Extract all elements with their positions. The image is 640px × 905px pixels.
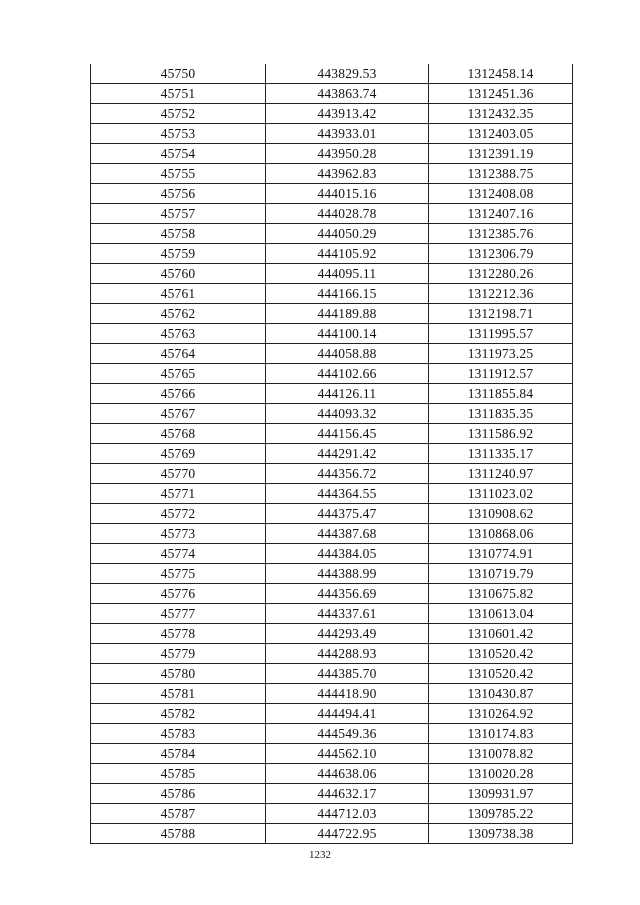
point-id-cell: 45786 xyxy=(91,784,266,804)
y-coordinate-cell: 1312280.26 xyxy=(429,264,573,284)
y-coordinate-cell: 1310264.92 xyxy=(429,704,573,724)
x-coordinate-cell: 443829.53 xyxy=(266,64,429,84)
y-coordinate-cell: 1311855.84 xyxy=(429,384,573,404)
point-id-cell: 45768 xyxy=(91,424,266,444)
y-coordinate-cell: 1310908.62 xyxy=(429,504,573,524)
table-row xyxy=(91,124,573,144)
point-id-cell: 45752 xyxy=(91,104,266,124)
table-row xyxy=(91,324,573,344)
x-coordinate-cell: 444156.45 xyxy=(266,424,429,444)
point-id-cell: 45780 xyxy=(91,664,266,684)
y-coordinate-cell: 1312432.35 xyxy=(429,104,573,124)
point-id-cell: 45762 xyxy=(91,304,266,324)
x-coordinate-cell: 444356.72 xyxy=(266,464,429,484)
y-coordinate-cell: 1310520.42 xyxy=(429,644,573,664)
point-id-cell: 45773 xyxy=(91,524,266,544)
point-id-cell: 45754 xyxy=(91,144,266,164)
x-coordinate-cell: 444385.70 xyxy=(266,664,429,684)
table-row xyxy=(91,684,573,704)
x-coordinate-cell: 444105.92 xyxy=(266,244,429,264)
y-coordinate-cell: 1311023.02 xyxy=(429,484,573,504)
y-coordinate-cell: 1311835.35 xyxy=(429,404,573,424)
table-row xyxy=(91,204,573,224)
y-coordinate-cell: 1312458.14 xyxy=(429,64,573,84)
y-coordinate-cell: 1310868.06 xyxy=(429,524,573,544)
x-coordinate-cell: 444093.32 xyxy=(266,404,429,424)
table-row xyxy=(91,484,573,504)
y-coordinate-cell: 1310774.91 xyxy=(429,544,573,564)
y-coordinate-cell: 1312385.76 xyxy=(429,224,573,244)
y-coordinate-cell: 1310613.04 xyxy=(429,604,573,624)
table-row xyxy=(91,144,573,164)
point-id-cell: 45785 xyxy=(91,764,266,784)
x-coordinate-cell: 444494.41 xyxy=(266,704,429,724)
y-coordinate-cell: 1310601.42 xyxy=(429,624,573,644)
point-id-cell: 45784 xyxy=(91,744,266,764)
x-coordinate-cell: 444418.90 xyxy=(266,684,429,704)
x-coordinate-cell: 444288.93 xyxy=(266,644,429,664)
y-coordinate-cell: 1310078.82 xyxy=(429,744,573,764)
table-row xyxy=(91,724,573,744)
y-coordinate-cell: 1310520.42 xyxy=(429,664,573,684)
point-id-cell: 45751 xyxy=(91,84,266,104)
table-row xyxy=(91,824,573,844)
x-coordinate-cell: 443962.83 xyxy=(266,164,429,184)
x-coordinate-cell: 444126.11 xyxy=(266,384,429,404)
x-coordinate-cell: 444189.88 xyxy=(266,304,429,324)
y-coordinate-cell: 1311240.97 xyxy=(429,464,573,484)
y-coordinate-cell: 1311912.57 xyxy=(429,364,573,384)
x-coordinate-cell: 444632.17 xyxy=(266,784,429,804)
x-coordinate-cell: 444388.99 xyxy=(266,564,429,584)
table-row xyxy=(91,284,573,304)
x-coordinate-cell: 444100.14 xyxy=(266,324,429,344)
point-id-cell: 45757 xyxy=(91,204,266,224)
table-row xyxy=(91,544,573,564)
x-coordinate-cell: 444562.10 xyxy=(266,744,429,764)
table-row xyxy=(91,564,573,584)
point-id-cell: 45759 xyxy=(91,244,266,264)
point-id-cell: 45783 xyxy=(91,724,266,744)
table-row xyxy=(91,784,573,804)
point-id-cell: 45779 xyxy=(91,644,266,664)
point-id-cell: 45788 xyxy=(91,824,266,844)
point-id-cell: 45781 xyxy=(91,684,266,704)
y-coordinate-cell: 1312198.71 xyxy=(429,304,573,324)
table-row xyxy=(91,504,573,524)
y-coordinate-cell: 1309931.97 xyxy=(429,784,573,804)
point-id-cell: 45774 xyxy=(91,544,266,564)
x-coordinate-cell: 443933.01 xyxy=(266,124,429,144)
table-row xyxy=(91,764,573,784)
table-row xyxy=(91,624,573,644)
x-coordinate-cell: 444291.42 xyxy=(266,444,429,464)
x-coordinate-cell: 444356.69 xyxy=(266,584,429,604)
table-row xyxy=(91,584,573,604)
x-coordinate-cell: 444015.16 xyxy=(266,184,429,204)
y-coordinate-cell: 1312388.75 xyxy=(429,164,573,184)
y-coordinate-cell: 1310174.83 xyxy=(429,724,573,744)
table-row xyxy=(91,384,573,404)
y-coordinate-cell: 1312391.19 xyxy=(429,144,573,164)
x-coordinate-cell: 443863.74 xyxy=(266,84,429,104)
point-id-cell: 45756 xyxy=(91,184,266,204)
table-row xyxy=(91,644,573,664)
table-row xyxy=(91,664,573,684)
table-row xyxy=(91,184,573,204)
x-coordinate-cell: 444722.95 xyxy=(266,824,429,844)
y-coordinate-cell: 1312306.79 xyxy=(429,244,573,264)
point-id-cell: 45767 xyxy=(91,404,266,424)
table-row xyxy=(91,704,573,724)
table-row xyxy=(91,524,573,544)
y-coordinate-cell: 1311995.57 xyxy=(429,324,573,344)
y-coordinate-cell: 1309738.38 xyxy=(429,824,573,844)
table-row xyxy=(91,64,573,84)
point-id-cell: 45771 xyxy=(91,484,266,504)
table-row xyxy=(91,264,573,284)
y-coordinate-cell: 1312212.36 xyxy=(429,284,573,304)
point-id-cell: 45787 xyxy=(91,804,266,824)
point-id-cell: 45775 xyxy=(91,564,266,584)
table-row xyxy=(91,404,573,424)
table-row xyxy=(91,84,573,104)
page-number: 1232 xyxy=(309,849,331,861)
y-coordinate-cell: 1309785.22 xyxy=(429,804,573,824)
x-coordinate-cell: 444028.78 xyxy=(266,204,429,224)
point-id-cell: 45750 xyxy=(91,64,266,84)
point-id-cell: 45753 xyxy=(91,124,266,144)
table-row xyxy=(91,364,573,384)
point-id-cell: 45758 xyxy=(91,224,266,244)
x-coordinate-cell: 444337.61 xyxy=(266,604,429,624)
y-coordinate-cell: 1310719.79 xyxy=(429,564,573,584)
y-coordinate-cell: 1311586.92 xyxy=(429,424,573,444)
table-row xyxy=(91,224,573,244)
y-coordinate-cell: 1312451.36 xyxy=(429,84,573,104)
x-coordinate-cell: 443913.42 xyxy=(266,104,429,124)
y-coordinate-cell: 1312408.08 xyxy=(429,184,573,204)
point-id-cell: 45755 xyxy=(91,164,266,184)
table-row xyxy=(91,304,573,324)
x-coordinate-cell: 444712.03 xyxy=(266,804,429,824)
point-id-cell: 45769 xyxy=(91,444,266,464)
table-row xyxy=(91,244,573,264)
x-coordinate-cell: 444375.47 xyxy=(266,504,429,524)
y-coordinate-cell: 1312403.05 xyxy=(429,124,573,144)
x-coordinate-cell: 444050.29 xyxy=(266,224,429,244)
table-row xyxy=(91,464,573,484)
y-coordinate-cell: 1310675.82 xyxy=(429,584,573,604)
coordinates-table xyxy=(90,64,573,844)
x-coordinate-cell: 444166.15 xyxy=(266,284,429,304)
table-row xyxy=(91,424,573,444)
table-row xyxy=(91,164,573,184)
y-coordinate-cell: 1312407.16 xyxy=(429,204,573,224)
point-id-cell: 45777 xyxy=(91,604,266,624)
table-row xyxy=(91,104,573,124)
point-id-cell: 45772 xyxy=(91,504,266,524)
x-coordinate-cell: 444384.05 xyxy=(266,544,429,564)
table-row xyxy=(91,804,573,824)
point-id-cell: 45763 xyxy=(91,324,266,344)
point-id-cell: 45778 xyxy=(91,624,266,644)
point-id-cell: 45770 xyxy=(91,464,266,484)
table-row xyxy=(91,444,573,464)
point-id-cell: 45764 xyxy=(91,344,266,364)
x-coordinate-cell: 444058.88 xyxy=(266,344,429,364)
y-coordinate-cell: 1310020.28 xyxy=(429,764,573,784)
y-coordinate-cell: 1311335.17 xyxy=(429,444,573,464)
table-body xyxy=(91,64,573,844)
point-id-cell: 45776 xyxy=(91,584,266,604)
x-coordinate-cell: 444549.36 xyxy=(266,724,429,744)
x-coordinate-cell: 444364.55 xyxy=(266,484,429,504)
table-row xyxy=(91,744,573,764)
y-coordinate-cell: 1311973.25 xyxy=(429,344,573,364)
point-id-cell: 45760 xyxy=(91,264,266,284)
x-coordinate-cell: 443950.28 xyxy=(266,144,429,164)
table-row xyxy=(91,604,573,624)
point-id-cell: 45766 xyxy=(91,384,266,404)
x-coordinate-cell: 444387.68 xyxy=(266,524,429,544)
table-row xyxy=(91,344,573,364)
x-coordinate-cell: 444293.49 xyxy=(266,624,429,644)
point-id-cell: 45761 xyxy=(91,284,266,304)
point-id-cell: 45782 xyxy=(91,704,266,724)
x-coordinate-cell: 444095.11 xyxy=(266,264,429,284)
y-coordinate-cell: 1310430.87 xyxy=(429,684,573,704)
x-coordinate-cell: 444102.66 xyxy=(266,364,429,384)
point-id-cell: 45765 xyxy=(91,364,266,384)
x-coordinate-cell: 444638.06 xyxy=(266,764,429,784)
